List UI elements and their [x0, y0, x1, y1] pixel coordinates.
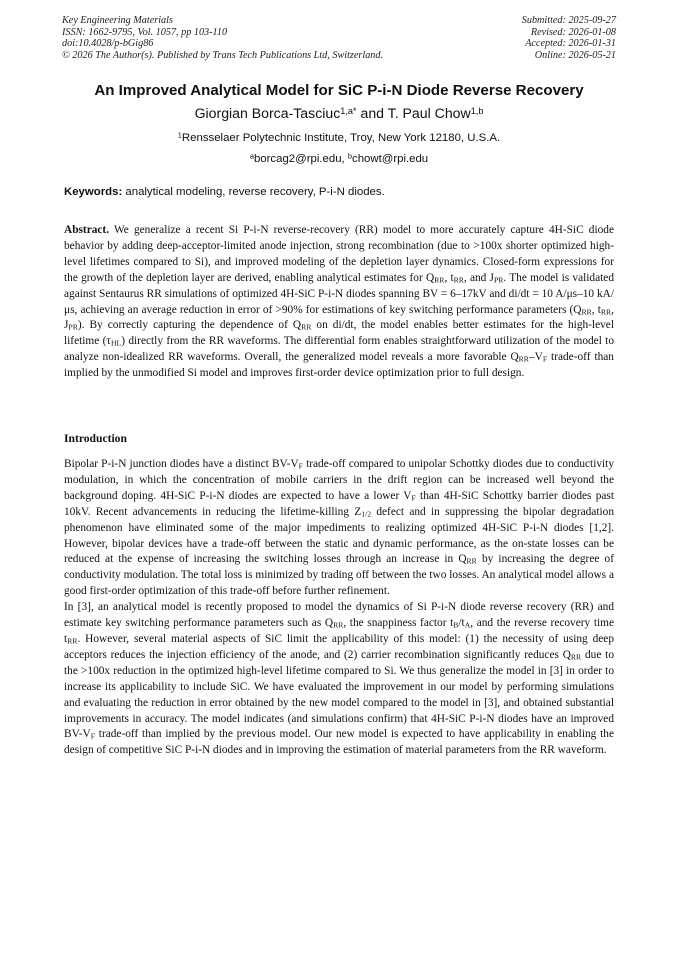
abstract-text: We generalize a recent Si P-i-N reverse-recovery (RR) model to more accurately capture 4H-SiC diode behavior by adding deep-acceptor-limited anode injection, strong recombination (due to >100x shorter optimized high-level lifetimes compared to Si), and improved modeling of the depletion layer dynamics. Closed-form expressions for the growth of the depletion layer are derived, enabling analytical estimates for $Q_{RR}$, $t_{RR}$, and $J_{PR}$. The model is validated against Sentaurus RR simulations of optimized 4H-SiC P-i-N diodes spanning BV = 6–17kV and di/dt = 10 A/μs–10 kA/μs, achieving an average reduction in error of >90% for estimations of key switching performance parameters ($Q_{RR}$, $t_{RR}$, $J_{PR}$). By correctly capturing the dependence of $Q_{RR}$ on di/dt, the model enables better estimates for the high-level lifetime $(\tau_{HL})$ directly from the RR waveforms. The differential form enables straightforward utilization of the model to analyze non-idealized RR waveforms. Overall, the generalized model reveals a more favorable $Q_{RR}-V_F$ trade-off than implied by the unmodified Si model and improves first-order device optimization prior to full design.	[64, 224, 615, 380]
affiliation-text: Rensselaer Polytechnic Institute, Troy, New York 12180, U.S.A.	[181, 132, 501, 144]
accepted-date: Accepted: 2026-01-31	[525, 38, 616, 50]
body-paragraph: In [3], an analytical model is recently proposed to model the dynamics of Si P-i-N diode reverse recovery (RR) and estimate key switching performance parameters such as $Q_{RR}$, the snappiness factor $t_B/t_A$, and the reverse recovery time $t_{RR}$. However, several material aspects of SiC limit the applicability of this model: (1) the necessity of using deep acceptors reduces the injection efficiency of the anode, and (2) carrier recombination significantly reduces $Q_{RR}$ due to the >100x reduction in the optimized high-level lifetime compared to Si. We thus generalize the model in [3] in order to increase its applicability to include SiC. We have evaluated the improvement in our model by performing simulations and evaluating the reduction in error obtained by the new model compared to the model in [3], and obtained substantial improvements in accuracy. The model indicates (and simulations confirm) that 4H-SiC P-i-N diodes have an improved $BV-V_F$ trade-off than implied by the previous model. Our new model is expected to have applicability in enabling the design of competitive SiC P-i-N diodes and in improving the estimation of material parameters from the RR waveform.	[64, 601, 614, 757]
affiliation	[40, 132, 638, 144]
author-affiliation-mark: 1,a*	[340, 105, 357, 116]
email-mark: b	[347, 151, 352, 161]
author-emails	[40, 153, 638, 165]
keywords-label: Keywords:	[64, 186, 123, 198]
email-separator: ,	[341, 153, 348, 165]
abstract	[64, 223, 614, 382]
body-paragraph: Bipolar P-i-N junction diodes have a distinct $BV-V_F$ trade-off compared to unipolar Schottky diodes due to conductivity modulation, in which the concentration of mobile carriers in the drift region can be increased well beyond the background doping. 4H-SiC P-i-N diodes are expected to have a lower $V_F$ than 4H-SiC Schottky barrier diodes past 10kV. Recent advancements in reducing the lifetime-killing $Z_{1/2}$ defect and in suppressing the bipolar degradation phenomenon have eliminated some of the major impediments to realizing optimized 4H-SiC P-i-N diodes [1,2]. However, bipolar devices have a trade-off between the static and dynamic performance, as the on-state losses can be reduced at the expense of increasing the switching losses through an increase in $Q_{RR}$ by increasing the degree of conductivity modulation. The total loss is minimized by trading off between the two losses. An analytical model allows a good first-order optimization of this trade-off before further refinement.	[64, 458, 615, 598]
submitted-date: Submitted: 2025-09-27	[521, 15, 616, 26]
author-name: Giorgian Borca-Tasciuc	[194, 105, 341, 121]
affiliation-mark: 1	[177, 130, 182, 140]
introduction-body	[64, 457, 614, 759]
online-date: Online: 2026-05-21	[534, 49, 616, 61]
dates-header	[416, 15, 616, 61]
author-separator: and	[356, 105, 388, 121]
email-link[interactable]: chowt@rpi.edu	[352, 153, 429, 165]
section-heading: Introduction	[64, 432, 127, 445]
journal-name: Key Engineering Materials	[62, 15, 173, 26]
email-link[interactable]: borcag2@rpi.edu	[253, 153, 342, 165]
journal-issn: ISSN: 1662-9795, Vol. 1057, pp 103-110	[62, 26, 228, 38]
revised-date: Revised: 2026-01-08	[530, 26, 616, 38]
paper-title: An Improved Analytical Model for SiC P-i-N Diode Reverse Recovery	[94, 82, 584, 99]
copyright-line: © 2026 The Author(s). Published by Trans Tech Publications Ltd, Switzerland.	[62, 49, 384, 61]
keywords	[64, 186, 616, 198]
journal-doi[interactable]: doi:10.4028/p-bGig86	[62, 38, 154, 50]
email-mark: a	[249, 151, 254, 161]
journal-header	[62, 15, 462, 61]
abstract-label: Abstract.	[64, 224, 110, 236]
author-affiliation-mark: 1,b	[470, 105, 484, 116]
keywords-text: analytical modeling, reverse recovery, P-i-N diodes.	[122, 186, 385, 198]
author-name: T. Paul Chow	[387, 105, 471, 121]
author-list	[40, 105, 638, 121]
